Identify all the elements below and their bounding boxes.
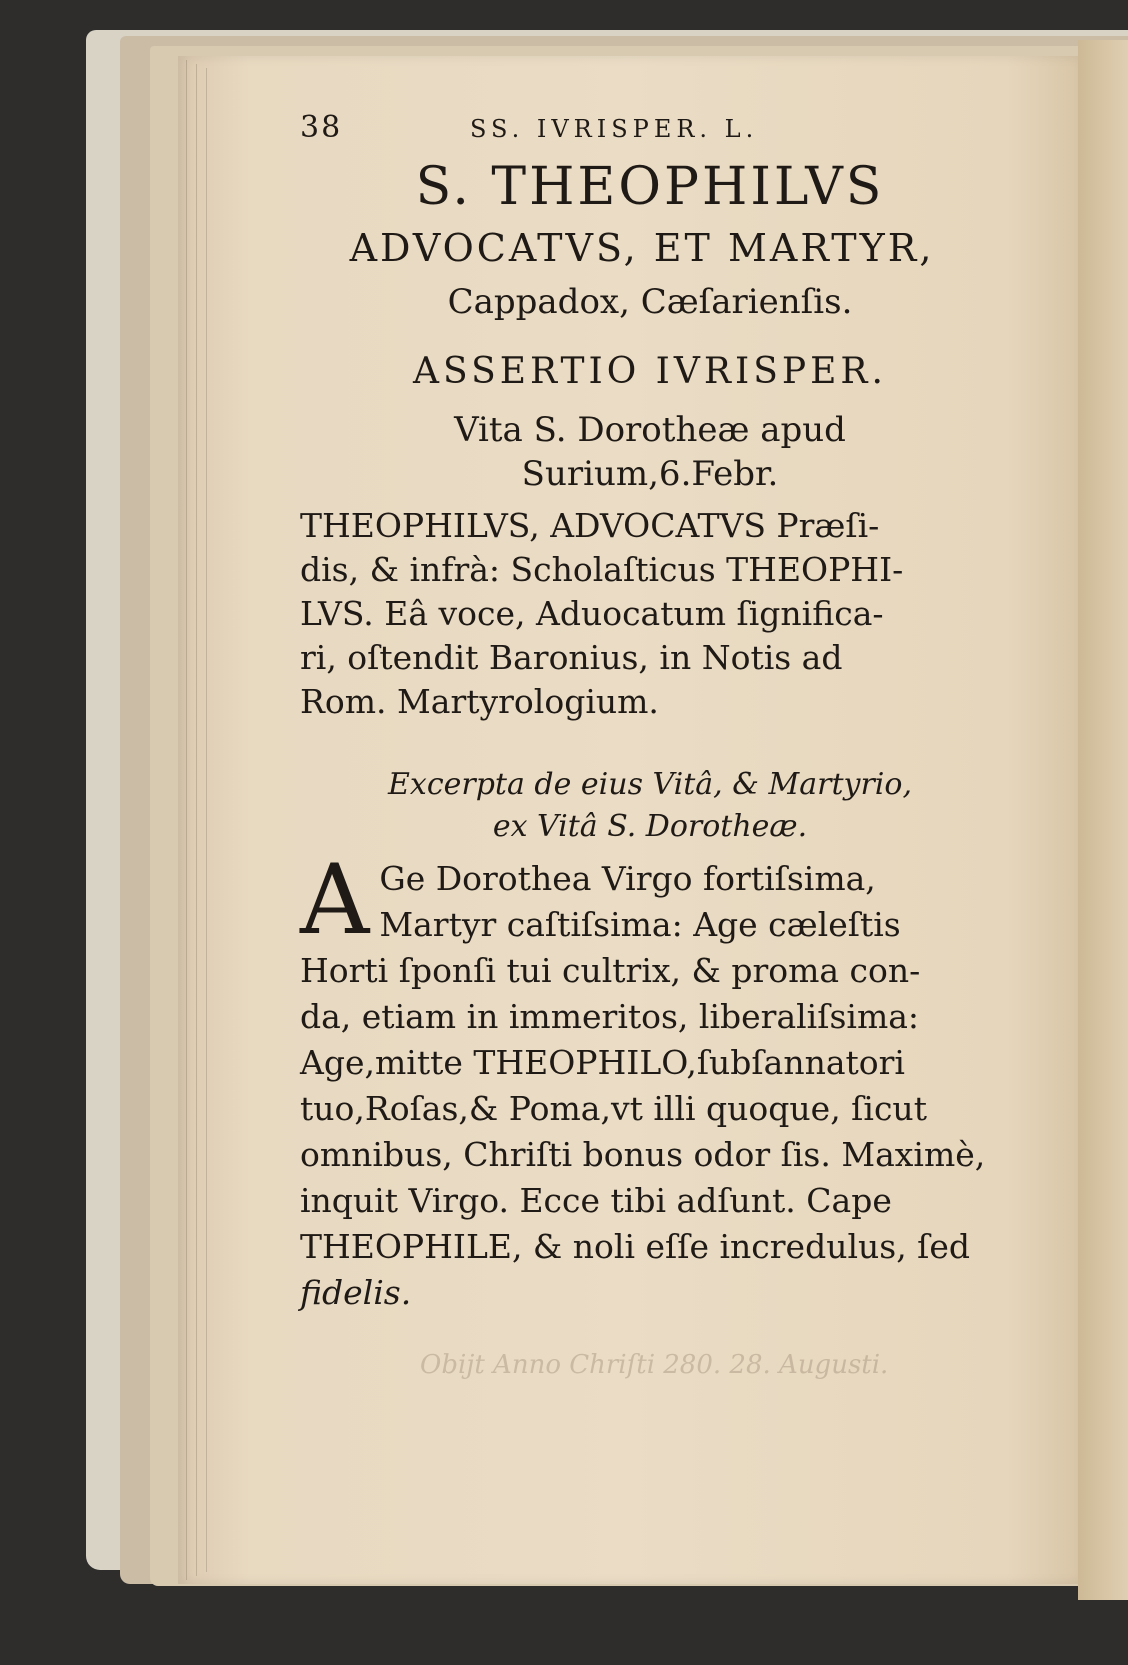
paragraph-2-line: Ge Dorothea Virgo fortiſsima,: [379, 859, 876, 898]
paragraph-2-line: THEOPHILE, & noli eſſe incredulus, ſed: [300, 1227, 971, 1266]
paragraph-2-line: Martyr caſtiſsima: Age cæleſtis: [379, 905, 901, 944]
running-head: [300, 110, 1020, 150]
paragraph-2-line: Age,mitte THEOPHILO,ſubſannatori: [300, 1043, 905, 1082]
paragraph-2-line: fidelis.: [300, 1273, 412, 1312]
paragraph-1-line: LVS. Eâ voce, Aduocatum ſignifica-: [300, 594, 884, 633]
paragraph-2-line: Horti ſponſi tui cultrix, & proma con-: [300, 951, 921, 990]
running-title: SS. IVRISPER. L.: [470, 115, 759, 143]
bleed-through-text: Obijt Anno Chriſti 280. 28. Augusti.: [420, 1350, 889, 1380]
paragraph-1-line: dis, & infrà: Scholaſticus THEOPHI-: [300, 550, 904, 589]
page-content: [300, 110, 1020, 1316]
excerpta-line-2: ex Vitâ S. Dorotheæ.: [492, 809, 808, 844]
saint-name-heading: S. THEOPHILVS: [415, 157, 885, 217]
assertio-heading: ASSERTIO IVRISPER.: [413, 351, 887, 392]
facing-page-edge: [1078, 40, 1128, 1600]
drop-cap: A: [300, 844, 370, 956]
role-heading: ADVOCATVS, ET MARTYR,: [349, 226, 935, 270]
origin-line: Cappadox, Cæſarienſis.: [447, 282, 853, 322]
source-line-1: Vita S. Dorotheæ apud: [454, 410, 846, 450]
page-edge-line: [206, 68, 207, 1572]
paragraph-2-line: tuo,Roſas,& Poma,vt illi quoque, ſicut: [300, 1089, 927, 1128]
excerpta-line-1: Excerpta de eius Vitâ, & Martyrio,: [388, 767, 912, 802]
paragraph-2-line: da, etiam in immeritos, liberaliſsima:: [300, 997, 920, 1036]
paragraph-2-line: omnibus, Chriſti bonus odor ſis. Maximè,: [300, 1135, 986, 1174]
page-edge-line: [196, 64, 197, 1576]
paragraph-1-line: ri, oſtendit Baronius, in Notis ad: [300, 638, 843, 677]
paragraph-1: [300, 504, 1000, 724]
source-line-2: Surium,6.Febr.: [521, 454, 779, 494]
paragraph-2: [300, 844, 1020, 1316]
paragraph-1-line: Rom. Martyrologium.: [300, 682, 659, 721]
page-number: 38: [300, 110, 343, 145]
paragraph-1-line: THEOPHILVS, ADVOCATVS Præſi-: [300, 506, 880, 545]
page-edge-line: [186, 60, 187, 1580]
paragraph-2-line: inquit Virgo. Ecce tibi adſunt. Cape: [300, 1181, 892, 1220]
